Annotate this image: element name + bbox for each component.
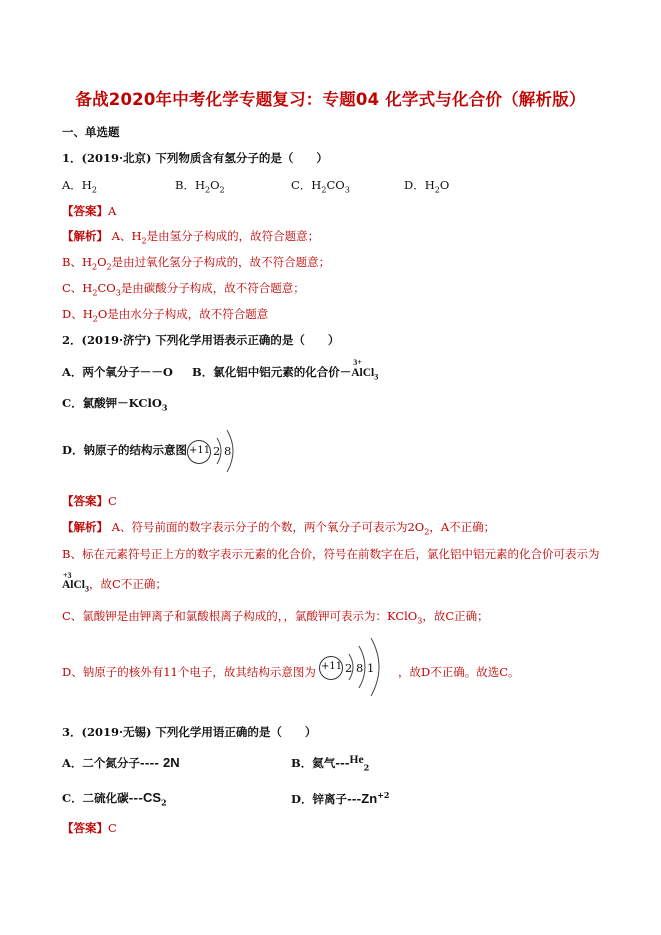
q2-analysis-d-end: ，故D不正确。故选C。 [398, 665, 520, 679]
q1-option-d: D．$H_2O$ [404, 178, 450, 195]
q3-option-d: D．锌离子$---Zn^{+2}$ [291, 790, 390, 806]
q2-option-b: B．氯化铝中铝元素的化合价－ 3+ AlCl$_3$ [192, 358, 379, 382]
q3-option-a: A．二个氮分子---- 2N [62, 755, 180, 770]
q2-stem: 2．(2019·济宁) 下列化学用语表示正确的是（ ） [62, 333, 340, 347]
q1-analysis-d: D、$H_2O$是由水分子构成，故不符合题意 [62, 307, 269, 324]
q1-analysis-a: 【解析】 A、$H_2$是由氢分子构成的，故符合题意； [62, 229, 320, 246]
q1-option-a: A．$H_2$ [62, 178, 97, 195]
q2-analysis-a: 【解析】 A、符号前面的数字表示分子的个数，两个氧分子可表示为$2O_2$，A不正确； [62, 520, 496, 537]
q2-option-d: D．钠原子的结构示意图 [62, 443, 187, 457]
q1-option-c: C．$H_2CO_3$ [291, 178, 350, 195]
nucleus-charge: +11 [321, 661, 343, 672]
q2-analysis-d: D、钠原子的核外有11个电子，故其结构示意图为 [62, 665, 316, 679]
q2-analysis-c: C、氯酸钾是由钾离子和氯酸根离子构成的，，氯酸钾可表示为：KClO$_3$，故C正确； [62, 609, 489, 626]
q1-analysis-c: C、$H_2CO_3$是由碳酸分子构成，故不符合题意； [62, 281, 305, 298]
valence-superscript: +3 [63, 571, 72, 580]
q3-option-c: C．二硫化碳$---CS_2$ [62, 790, 167, 808]
q3-answer: 【答案】C [62, 821, 117, 835]
q1-option-b: B．$H_2O_2$ [175, 178, 225, 195]
q3-stem: 3．(2019·无锡) 下列化学用语正确的是（ ） [62, 725, 317, 739]
sodium-atom-diagram [187, 424, 247, 476]
nucleus-charge: +11 [189, 445, 211, 456]
valence-superscript: 3+ [353, 358, 362, 367]
q1-answer: 【答案】A [62, 204, 117, 218]
q2-option-c: C．氯酸钾－KClO$_3$ [62, 396, 168, 413]
q1-analysis-b: B、$H_2O_2$是由过氧化氢分子构成的，故不符合题意； [62, 255, 331, 272]
q3-option-b: B．氦气$---He_2$ [291, 754, 370, 773]
q2-analysis-b-formula: +3 AlCl$_3$，故C不正确； [62, 571, 167, 594]
q2-answer: 【答案】C [62, 494, 117, 508]
q1-stem: 1．(2019·北京) 下列物质含有氢分子的是（ ） [62, 151, 328, 165]
page-title: 备战2020年中考化学专题复习：专题04 化学式与化合价（解析版） [75, 90, 586, 109]
q2-analysis-b: B、标在元素符号正上方的数字表示元素的化合价，符号在前数字在后，氯化铝中铝元素的化合价可表示为 [62, 547, 600, 561]
electron-counts: 2 8 [213, 444, 232, 458]
q2-option-a: A．两个氧分子－－O [62, 365, 173, 379]
sodium-atom-diagram-analysis [319, 634, 395, 696]
electron-counts: 2 8 1 [345, 661, 375, 675]
section-heading: 一、单选题 [62, 125, 120, 139]
